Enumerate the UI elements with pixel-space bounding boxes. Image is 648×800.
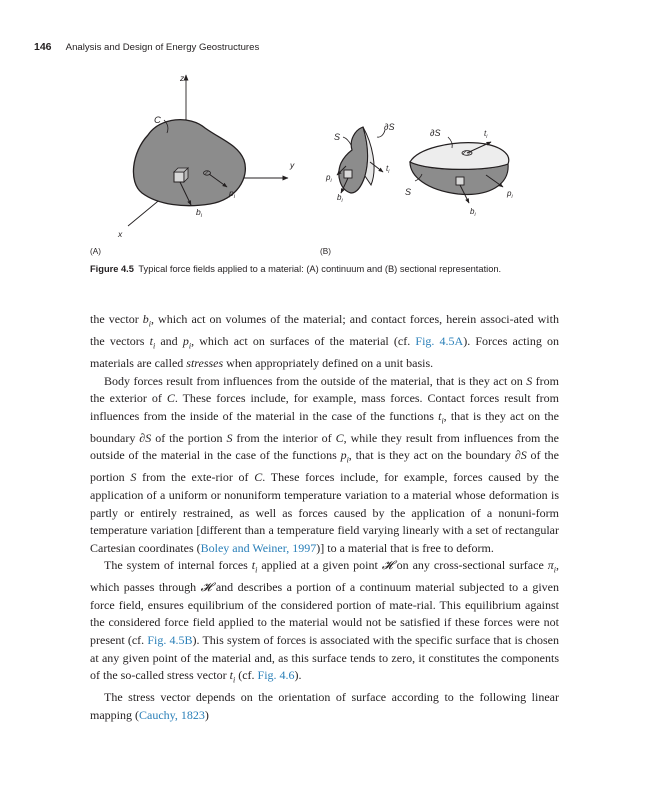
italic-term: stresses	[186, 355, 224, 370]
text-run: , which act on surfaces of the material (cf.	[191, 333, 416, 348]
italic-term: S	[226, 430, 233, 445]
subscript: i	[148, 319, 151, 329]
subscript: i	[232, 675, 236, 685]
italic-term: π	[547, 558, 554, 573]
subscript: i	[553, 565, 556, 575]
subscript: i	[255, 565, 258, 575]
italic-term: p	[340, 448, 347, 463]
ds-label-b-right: ∂S	[430, 128, 441, 138]
text-run: from the exterior of	[90, 373, 559, 406]
italic-term: C	[166, 391, 175, 406]
text-run: , that is they act on the boundary	[90, 408, 559, 445]
text-run: applied at a given point	[257, 558, 382, 573]
text-run: , which passes through	[90, 558, 559, 595]
ti-label-b-right: $t_i$	[484, 129, 488, 140]
paragraph-3	[90, 557, 559, 689]
text-run: The system of internal forces	[104, 558, 252, 573]
italic-term: t	[149, 333, 153, 348]
citation-link[interactable]: Fig. 4.6	[257, 668, 295, 683]
pi-label-a: $p_i$	[229, 188, 235, 200]
paragraph-1	[90, 311, 559, 373]
text-run: Body forces result from influences from the outside of the material, that is they act on	[104, 373, 527, 388]
pi-label-b-left: $p_i$	[326, 173, 332, 184]
figure-force-fields	[0, 0, 648, 260]
text-run: and describes a portion of a continuum material subjected to a given force field, ensures equilibrium of the considered portion of mate-rial. This equilibrium against the considered force field applied to the material would not be satisfied if these forces were not present (cf.	[90, 580, 559, 648]
ds-label-b-left: ∂S	[384, 122, 395, 132]
volume-element-icon-right	[456, 177, 464, 185]
panel-a-diagram	[117, 73, 295, 239]
text-run: of the portion	[90, 448, 559, 485]
paragraph-2	[90, 373, 559, 558]
subscript: i	[152, 341, 156, 351]
text-run: , that is they act on the boundary	[348, 448, 515, 463]
text-run: , which act on volumes of the material; and contact forces, herein associ-ated with the vectors	[90, 312, 559, 348]
italic-term: 𝓗	[381, 558, 393, 573]
text-run: from the exte-rior of	[136, 470, 255, 485]
panel-b-diagram	[325, 122, 513, 218]
panel-b-label: (B)	[320, 247, 331, 256]
italic-term: S	[130, 470, 137, 485]
body-text	[90, 311, 559, 724]
subscript: i	[441, 416, 444, 426]
text-run: from the interior of	[232, 430, 336, 445]
italic-term: C	[254, 470, 263, 485]
s-label-b-right: S	[405, 187, 412, 197]
citation-link[interactable]: Fig. 4.5B	[147, 633, 193, 648]
text-run: )	[204, 707, 209, 722]
s-label-b-left: S	[334, 132, 341, 142]
italic-term: ∂S	[514, 448, 527, 463]
caption-label: Figure	[90, 264, 119, 274]
italic-term: b	[142, 312, 149, 326]
text-run: ). This system of forces is associated with the specific surface that is chosen at any given point of the material and, as this surface tends to zero, it constitutes the components of the so-called stress vector	[90, 633, 559, 683]
running-title: Analysis and Design of Energy Geostructures	[65, 42, 260, 53]
pi-label-b-right: $p_i$	[507, 189, 513, 200]
italic-term: C	[335, 430, 344, 445]
text-run: and	[155, 333, 183, 348]
italic-term: 𝓗	[200, 580, 212, 595]
text-run: on any cross-sectional surface	[392, 558, 548, 573]
italic-term: S	[526, 373, 533, 388]
volume-element-icon-left	[344, 170, 352, 178]
italic-term: t	[229, 668, 233, 683]
caption-text: Typical force fields applied to a material: (A) continuum and (B) sectional representation.	[138, 264, 502, 274]
subscript: i	[346, 455, 349, 465]
figure-caption	[90, 263, 559, 276]
italic-term: p	[182, 333, 189, 348]
text-run: The stress vector depends on the orientation of surface according to the following linear mapping (	[90, 690, 559, 722]
text-run: . These forces include, for example, forces caused by the application of a uniform or nonuniform temperature variation to a material whose deformation is partly or entirely restrained, as well as forces caused by the application of a nonuni-form temperature variation [different than a temperature field varying linearly with a set of rectangular Cartesian coordinates (	[90, 470, 560, 555]
bi-label-b-left: $b_i$	[337, 193, 343, 204]
x-label: x	[118, 229, 123, 239]
caption-number: 4.5	[121, 264, 134, 274]
text-run: , while they result from influences from the outside of the material in the case of the functions	[90, 430, 559, 463]
citation-link[interactable]: Fig. 4.5A	[415, 333, 464, 348]
leader-s-left	[343, 137, 351, 145]
y-label: y	[290, 160, 295, 170]
bi-label-a: $b_i$	[196, 207, 202, 219]
panel-a-label: (A)	[90, 247, 101, 256]
text-run: )] to a material that is free to deform.	[316, 540, 494, 555]
text-run: . These forces include, for example, mass forces. Contact forces result from influences from the inside of the material in the case of the functions	[90, 391, 560, 423]
page-number: 146	[34, 41, 52, 53]
citation-link[interactable]: Boley and Weiner, 1997	[200, 540, 317, 555]
c-label: C	[154, 115, 161, 126]
text-run: of the portion	[151, 430, 227, 445]
italic-term: t	[251, 558, 256, 573]
bi-label-b-right: $b_i$	[470, 207, 476, 218]
section-cut-surface-right	[410, 143, 509, 170]
text-run: when appropriately defined on a unit basis.	[223, 355, 434, 370]
subscript: i	[188, 341, 192, 351]
volume-element-icon	[174, 168, 188, 182]
text-run: (cf.	[235, 668, 258, 683]
paragraph-4	[90, 689, 559, 724]
text-run: the vector	[90, 312, 143, 326]
ti-label-b-left: $t_i$	[386, 164, 390, 175]
citation-link[interactable]: Cauchy, 1823	[139, 707, 205, 722]
z-label: z	[180, 73, 185, 83]
italic-term: ∂S	[139, 430, 152, 445]
text-run: ).	[294, 668, 302, 683]
italic-term: t	[438, 408, 442, 423]
text-run: ). Forces acting on materials are called	[90, 333, 560, 370]
